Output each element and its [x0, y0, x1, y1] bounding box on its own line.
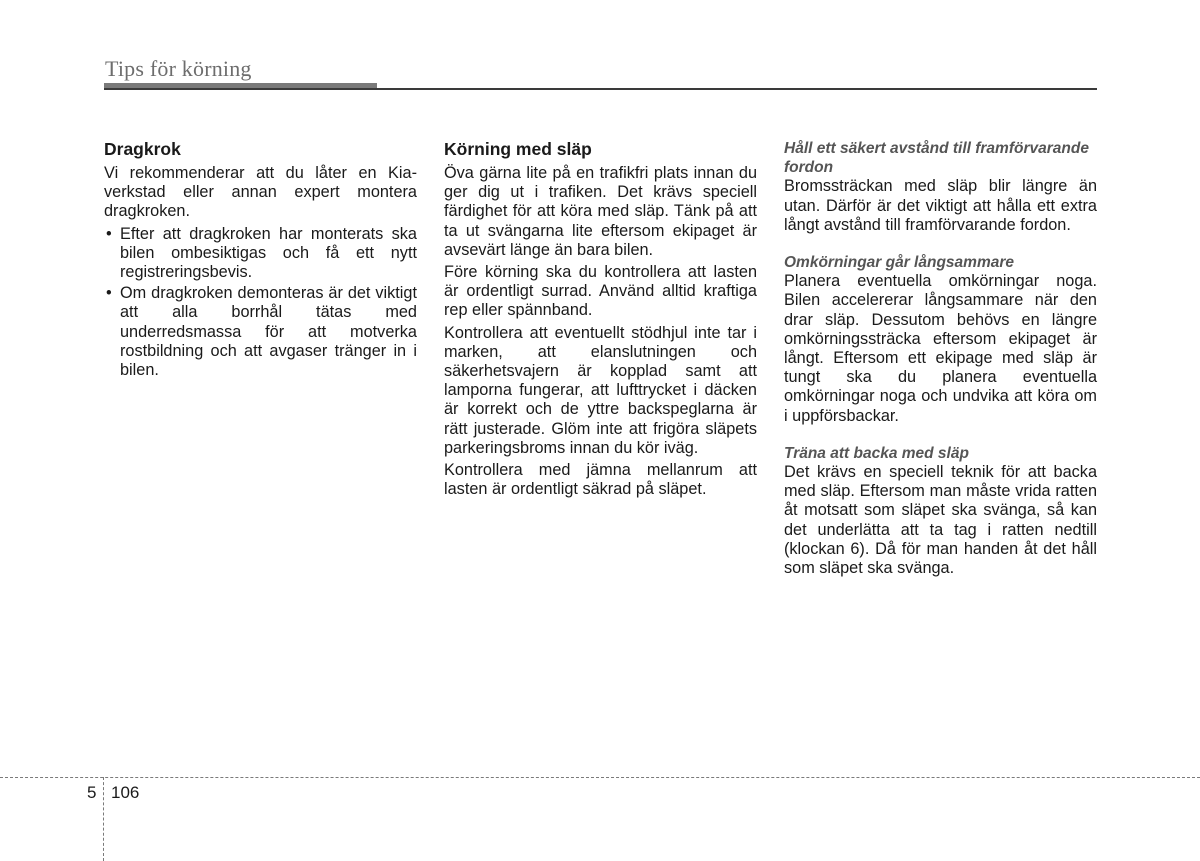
bullet-icon: •: [106, 284, 112, 303]
paragraph: Öva gärna lite på en trafikfri plats innan du ger dig ut i trafiken. Det krävs speciell färdighet för att köra med släp. Tänk på att ta ut svängarna lite eftersom ekipaget är avsevärt länge än bara bilen.: [444, 164, 757, 259]
dragkrok-bullet-list: [104, 225, 417, 381]
dragkrok-intro: Vi rekommenderar att du låter en Kia-verkstad eller annan expert montera dragkroken.: [104, 164, 417, 221]
chapter-number: 5: [87, 783, 97, 802]
section-heading-dragkrok: Dragkrok: [104, 139, 181, 159]
subheading-backa: Träna att backa med släp: [784, 444, 969, 462]
list-item: [104, 225, 417, 283]
paragraph: Kontrollera att eventuellt stödhjul inte tar i marken, att elanslutningen och säkerhetsvajern är kopplad samt att lamporna fungerar, att lufttrycket i däcken är korrekt och de yttre backspeglarna är rätt justerade. Glöm inte att frigöra släpets parkeringsbroms innan du kör iväg.: [444, 323, 757, 457]
bullet-text: Efter att dragkroken har monterats ska bilen ombesiktigas och få ett nytt registreringsbevis.: [120, 224, 417, 282]
paragraph: Kontrollera med jämna mellanrum att lasten är ordentligt säkrad på släpet.: [444, 461, 757, 499]
column-dragkrok: [104, 138, 417, 382]
bullet-text: Om dragkroken demonteras är det viktigt att alla borrhål tätas med underredsmassa för att motverka rostbildning och att avgaser tränger in i bilen.: [120, 284, 417, 380]
footer-vertical-divider: [103, 777, 104, 861]
page-number: 106: [111, 783, 140, 802]
footer-dashed-rule: [0, 777, 1200, 778]
subheading-avstand: Håll ett säkert avstånd till framförvarande fordon: [784, 140, 1089, 177]
paragraph-omkorningar: Planera eventuella omkörningar noga. Bilen accelererar långsammare när den drar släp. Dessutom behövs en längre omkörningssträcka eftersom ekipaget är långt. Eftersom ett ekipage med släp är tungt ska du planera eventuella omkörningar noga och undvika att köra om i uppförsbackar.: [784, 272, 1097, 425]
column-korning-med-slap: [444, 138, 757, 502]
column-tips: [784, 139, 1097, 581]
subheading-omkorningar: Omkörningar går långsammare: [784, 254, 1014, 272]
paragraph: Före körning ska du kontrollera att lasten är ordentligt surrad. Använd alltid kraftiga rep eller spännband.: [444, 263, 757, 320]
paragraph-avstand: Bromssträckan med släp blir längre än utan. Därför är det viktigt att hålla ett extra långt avstånd till framförvarande fordon.: [784, 177, 1097, 234]
bullet-icon: •: [106, 224, 112, 243]
section-heading-korning-med-slap: Körning med släp: [444, 139, 592, 159]
paragraph-backa: Det krävs en speciell teknik för att backa med släp. Eftersom man måste vrida ratten åt motsatt som släpet ska svänga, så kan det underlätta att ta tag i ratten nedtill (klockan 6). Då för man handen åt det håll som släpet ska svänga.: [784, 463, 1097, 578]
list-item: [104, 284, 417, 380]
header-rule: [104, 88, 1097, 90]
page-title: Tips för körning: [105, 56, 252, 81]
